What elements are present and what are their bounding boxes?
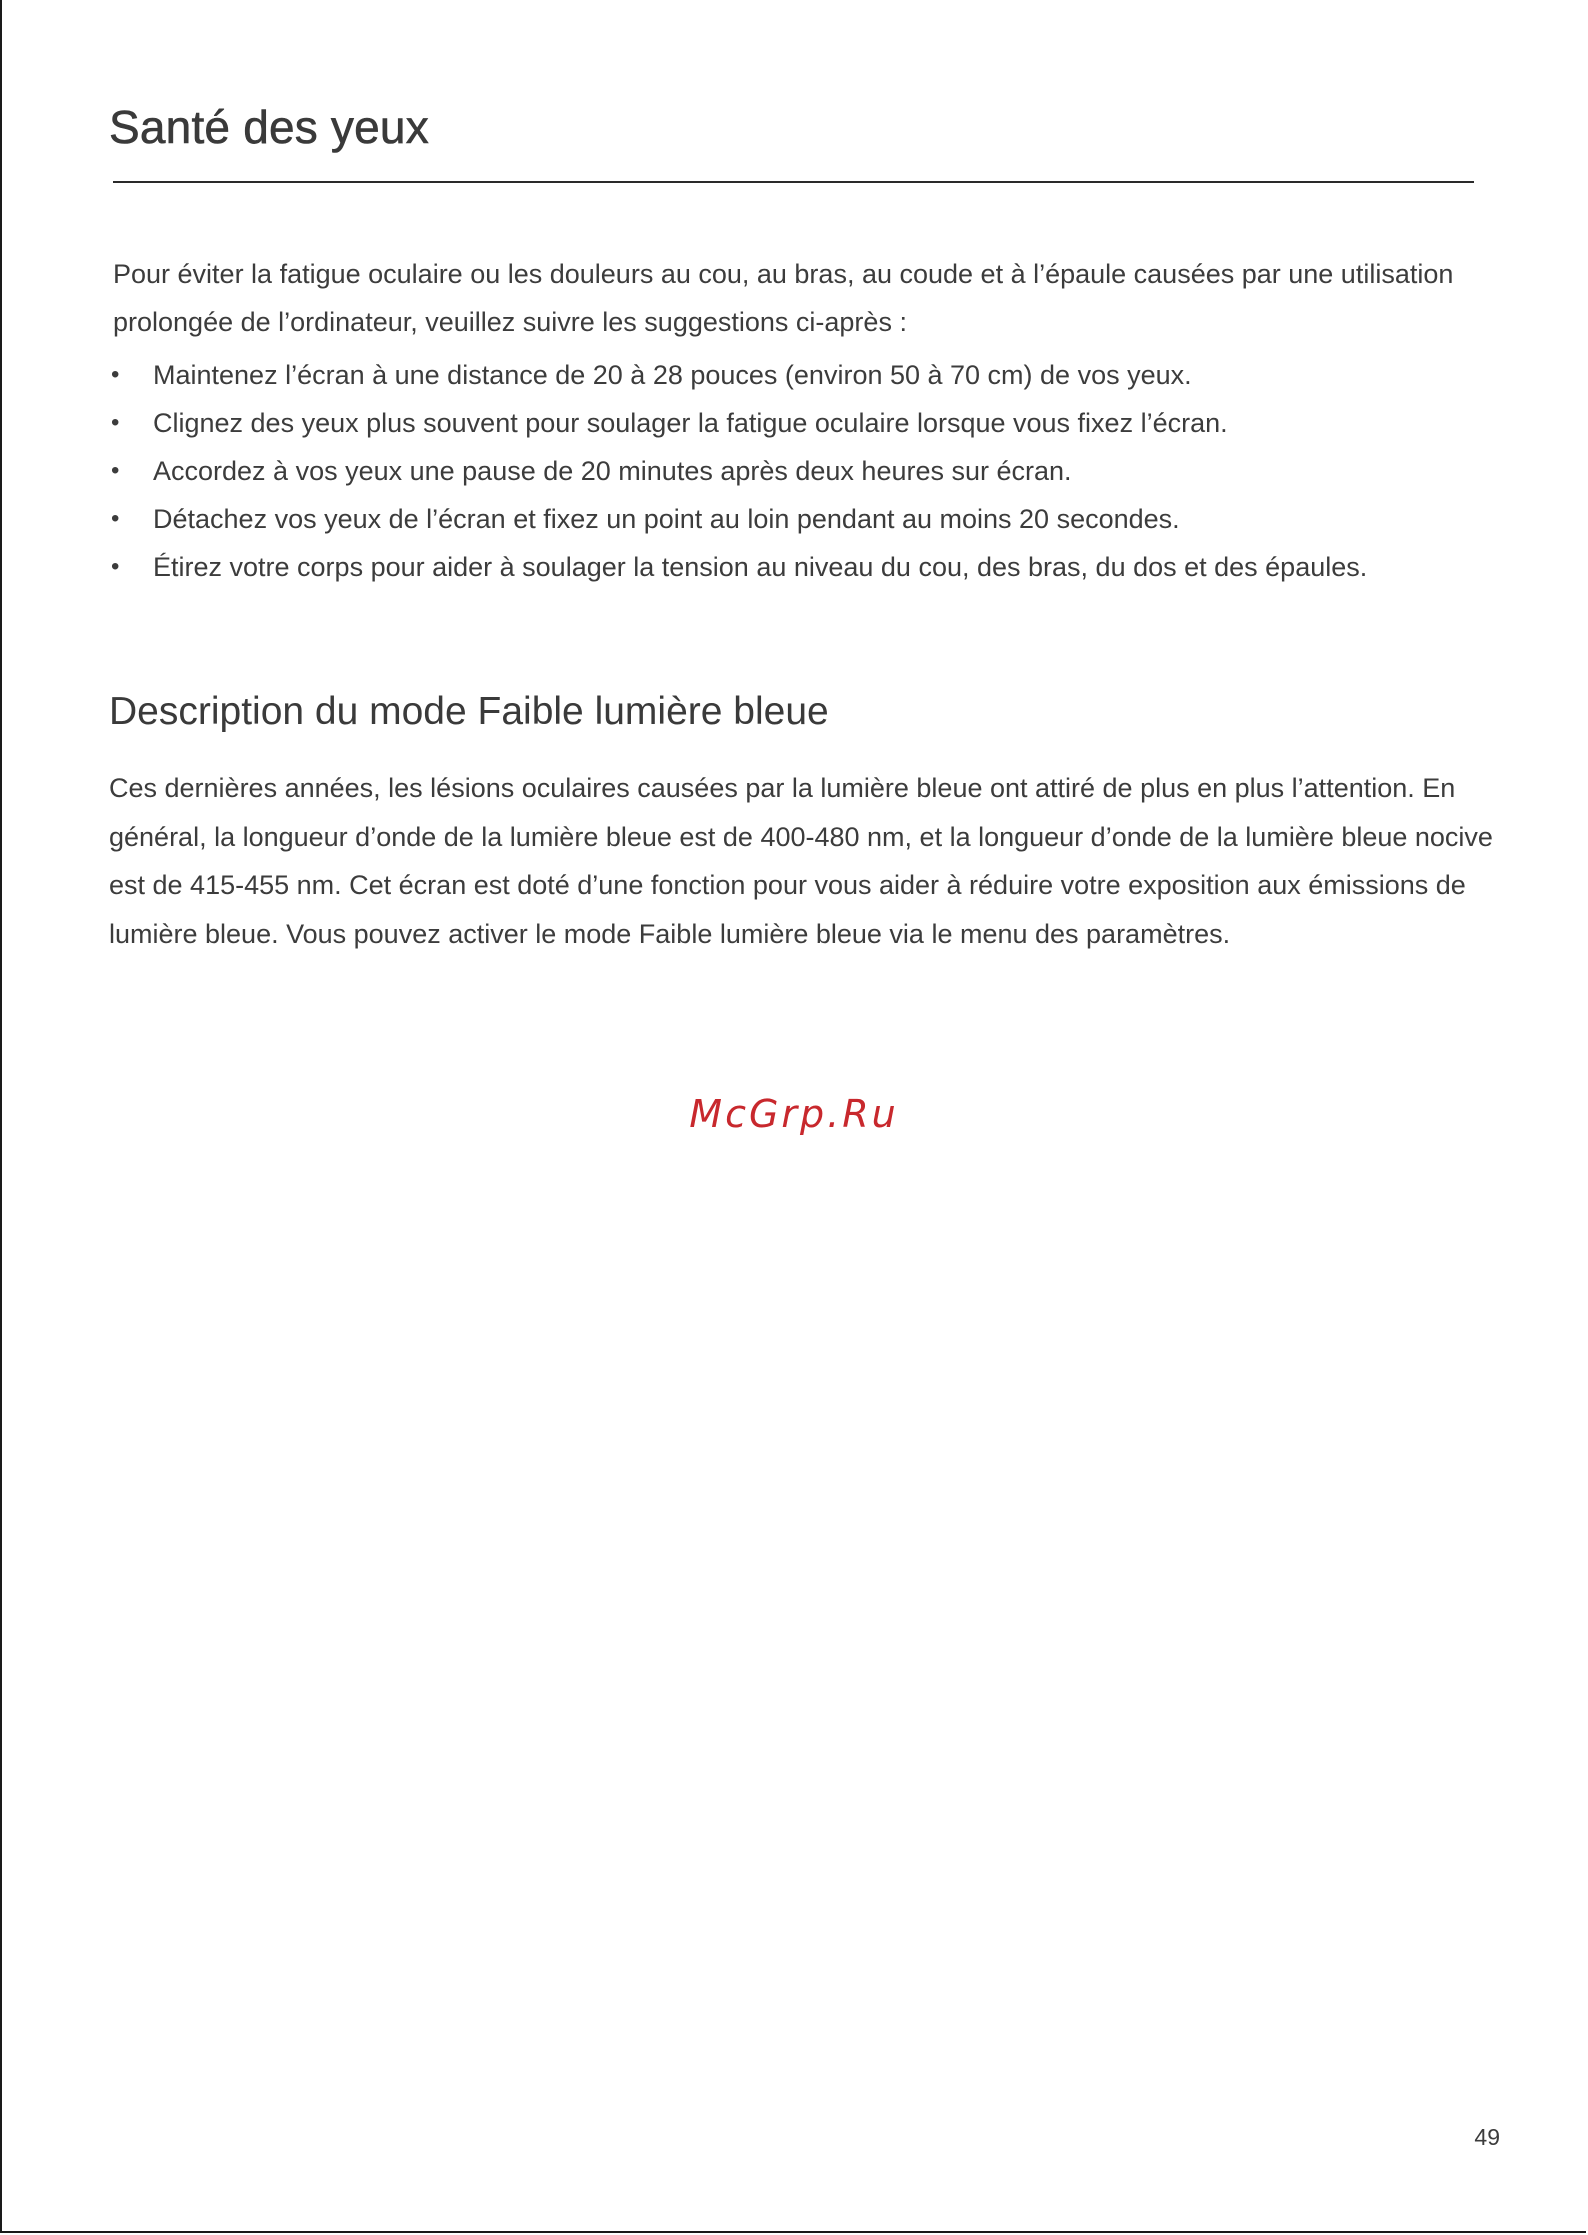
bullet-icon: •: [111, 361, 120, 388]
intro-paragraph: Pour éviter la fatigue oculaire ou les douleurs au cou, au bras, au coude et à l’épaule causées par une utilisation prolongée de l’ordinateur, veuillez suivre les suggestions ci-après :: [113, 259, 1454, 337]
list-item: [109, 543, 1489, 591]
section-title: Santé des yeux: [109, 101, 429, 153]
title-divider: [113, 181, 1474, 183]
list-item: [109, 495, 1489, 543]
list-item: [109, 351, 1489, 399]
bullet-icon: •: [111, 409, 120, 436]
list-item-text: Accordez à vos yeux une pause de 20 minutes après deux heures sur écran.: [153, 456, 1072, 486]
list-item-text: Maintenez l’écran à une distance de 20 à 28 pouces (environ 50 à 70 cm) de vos yeux.: [153, 360, 1192, 390]
list-item: [109, 447, 1489, 495]
watermark-logo: McGrp.Ru: [689, 1092, 899, 1136]
bullet-icon: •: [111, 505, 120, 532]
description-paragraph: Ces dernières années, les lésions oculaires causées par la lumière bleue ont attiré de plus en plus l’attention. En général, la longueur d’onde de la lumière bleue est de 400-480 nm, et la longueur d’onde de la lumière bleue nocive est de 415-455 nm. Cet écran est doté d’une fonction pour vous aider à réduire votre exposition aux émissions de lumière bleue. Vous pouvez activer le mode Faible lumière bleue via le menu des paramètres.: [109, 773, 1493, 949]
list-item: [109, 399, 1489, 447]
bullet-icon: •: [111, 553, 120, 580]
bullet-icon: •: [111, 457, 120, 484]
list-item-text: Étirez votre corps pour aider à soulager la tension au niveau du cou, des bras, du dos et des épaules.: [153, 552, 1368, 582]
list-item-text: Détachez vos yeux de l’écran et fixez un point au loin pendant au moins 20 secondes.: [153, 504, 1180, 534]
list-item-text: Clignez des yeux plus souvent pour soulager la fatigue oculaire lorsque vous fixez l’écran.: [153, 408, 1228, 438]
page-number: 49: [1474, 2124, 1500, 2150]
subsection-title: Description du mode Faible lumière bleue: [109, 690, 829, 733]
suggestions-list: [109, 351, 1489, 591]
